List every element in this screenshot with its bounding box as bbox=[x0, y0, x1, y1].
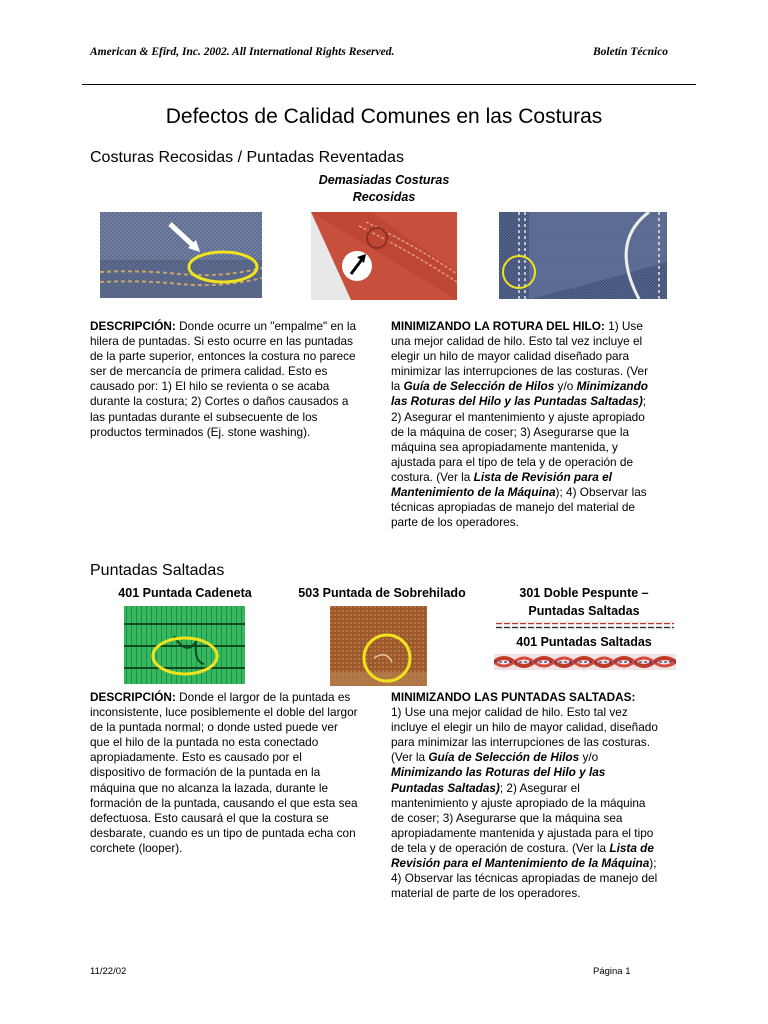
header-copyright: American & Efird, Inc. 2002. All International Rights Reserved. bbox=[90, 46, 395, 58]
text-line: máquina sea apropiadamente mantenida, y bbox=[391, 439, 618, 454]
text-line: dispositivo de formación de la puntada en la bbox=[90, 765, 321, 780]
photo-brown-overedge bbox=[330, 606, 427, 686]
reference-minimizando: Minimizando las Roturas del Hilo y las bbox=[391, 765, 606, 780]
text-line: inconsistente, luce posiblemente el doble del largor bbox=[90, 705, 358, 720]
text-line: de la puntada normal; o donde usted puede ver bbox=[90, 720, 338, 735]
page-title: Defectos de Calidad Comunes en las Costuras bbox=[165, 105, 603, 128]
reference-puntadas-saltadas: Puntadas Saltadas) bbox=[391, 780, 500, 795]
text-line: minimizar las interrupciones de las costuras. (Ver bbox=[391, 364, 649, 379]
text-line: apropiadamente mantenida y ajustada para el tipo bbox=[391, 825, 654, 840]
illustration-301-stitch bbox=[496, 621, 674, 630]
text-line: desbarate, cuando es un tipo de puntada echa con bbox=[90, 825, 356, 840]
reference-roturas: las Roturas del Hilo y las Puntadas Saltadas) bbox=[391, 394, 643, 409]
text-line: que el hilo de la puntada no esta conectado bbox=[90, 735, 319, 750]
text-run: ); 4) Observar las bbox=[555, 485, 647, 500]
photo-red-fabric bbox=[311, 212, 457, 300]
text-line bbox=[391, 394, 691, 409]
text-line: técnicas apropiadas de manejo del material de bbox=[391, 500, 635, 515]
text-run: (Ver la bbox=[391, 750, 429, 765]
text-run: la bbox=[391, 379, 404, 394]
text-line bbox=[391, 750, 691, 765]
text-run: y/o bbox=[579, 750, 599, 765]
text-line: ser de mercancía de primera calidad. Esto es bbox=[90, 364, 328, 379]
reference-guia-seleccion: Guía de Selección de Hilos bbox=[403, 379, 555, 394]
text-line: parte de los operadores. bbox=[391, 515, 519, 530]
text-line: 2) Asegurar el mantenimiento y ajuste apropiado bbox=[391, 409, 645, 424]
text-line: de la parte superior, entonces la costura no parece bbox=[90, 349, 356, 364]
header-bulletin: Boletín Técnico bbox=[593, 46, 669, 58]
text-line: apropiadamente. Esto es causado por el bbox=[90, 750, 302, 765]
minimize-rotura bbox=[391, 319, 691, 530]
photo-denim-seam bbox=[100, 212, 262, 298]
minimize-label: MINIMIZANDO LA ROTURA DEL HILO: bbox=[391, 319, 605, 333]
text-line: formación de la puntada, causando el que esta sea bbox=[90, 795, 358, 810]
caption-demasiadas-costuras bbox=[284, 172, 484, 206]
text-line: máquina que no alcanza la lazada, durante le bbox=[90, 780, 329, 795]
text-run: ; 2) Asegurar el bbox=[499, 780, 580, 795]
caption-line: Demasiadas Costuras bbox=[318, 173, 450, 187]
text-line: elegir un hilo de mayor calidad diseñado para bbox=[391, 349, 630, 364]
footer-date: 11/22/02 bbox=[90, 966, 127, 977]
text-line bbox=[90, 690, 380, 705]
text-line: hilera de puntadas. Si esto ocurre en las puntadas bbox=[90, 334, 353, 349]
text-line bbox=[391, 485, 691, 500]
text-line: mantenimiento y ajuste apropiado de la máquina bbox=[391, 795, 646, 810]
text-run: costura. (Ver la bbox=[391, 469, 474, 484]
section-heading-recosidas: Costuras Recosidas / Puntadas Reventadas bbox=[90, 149, 404, 166]
footer-page-number: Página 1 bbox=[593, 966, 631, 977]
text-run: 1) Use bbox=[604, 319, 643, 333]
caption-503-sobrehilado: 503 Puntada de Sobrehilado bbox=[298, 586, 466, 600]
minimize-saltadas bbox=[391, 690, 691, 901]
caption-401-saltadas: 401 Puntadas Saltadas bbox=[516, 635, 652, 649]
text-line bbox=[391, 319, 691, 334]
text-line: una mejor calidad de hilo. Esto tal vez incluye el bbox=[391, 334, 643, 349]
reference-lista: Lista de bbox=[609, 840, 654, 855]
minimize-label: MINIMIZANDO LAS PUNTADAS SALTADAS: bbox=[391, 690, 636, 704]
text-line bbox=[391, 856, 691, 871]
text-line: de la máquina de coser; 3) Asegurarse que la bbox=[391, 424, 630, 439]
text-line: incluye el elegir un hilo de mayor calidad, diseñado bbox=[391, 720, 658, 735]
text-line: causado por: 1) El hilo se revienta o se acaba bbox=[90, 379, 330, 394]
text-line: las puntadas durante el subsecuente de los bbox=[90, 409, 318, 424]
text-line: ajustada para el tipo de tela y de operación de bbox=[391, 454, 634, 469]
description-label: DESCRIPCIÓN: bbox=[90, 690, 176, 704]
reference-mantenimiento: Mantenimiento de la Máquina bbox=[391, 485, 556, 500]
text-line bbox=[391, 781, 691, 796]
text-line bbox=[391, 379, 691, 394]
caption-line: Puntadas Saltadas bbox=[528, 604, 640, 618]
reference-guia-seleccion: Guía de Selección de Hilos bbox=[428, 750, 580, 765]
text-run: Donde ocurre un "empalme" en la bbox=[175, 319, 357, 333]
reference-lista-revision: Lista de Revisión para el bbox=[473, 469, 612, 484]
caption-301-doble-pespunte bbox=[494, 585, 674, 620]
reference-revision-mantenimiento: Revisión para el Mantenimiento de la Máquina bbox=[391, 856, 650, 871]
text-line: para minimizar las interrupciones de las costuras. bbox=[391, 735, 650, 750]
text-run: Donde el largor de la puntada es bbox=[175, 690, 351, 704]
text-line: durante la costura; 2) Cortes o daños causados a bbox=[90, 394, 349, 409]
text-run: de tela y de operación de costura. (Ver la bbox=[391, 840, 610, 855]
text-run: ); bbox=[649, 856, 657, 871]
text-run: y/o bbox=[554, 379, 577, 394]
illustration-401-skipped bbox=[494, 651, 676, 673]
text-line: productos terminados (Ej. stone washing). bbox=[90, 424, 311, 439]
caption-line: 301 Doble Pespunte – bbox=[519, 586, 649, 600]
text-line: 1) Use una mejor calidad de hilo. Esto tal vez bbox=[391, 705, 628, 720]
description-saltadas bbox=[90, 690, 380, 856]
text-line: defectuosa. Esto causará el que la costura se bbox=[90, 810, 329, 825]
text-run: ; bbox=[642, 394, 647, 409]
header-rule bbox=[82, 84, 696, 85]
caption-line: Recosidas bbox=[352, 190, 416, 204]
text-line: 4) Observar las técnicas apropiadas de manejo del bbox=[391, 871, 658, 886]
text-line: de coser; 3) Asegurarse que la máquina sea bbox=[391, 810, 623, 825]
text-line: material de parte de los operadores. bbox=[391, 886, 581, 901]
text-line bbox=[90, 319, 380, 334]
photo-green-chainstitch bbox=[124, 606, 245, 684]
section-heading-saltadas: Puntadas Saltadas bbox=[90, 562, 225, 579]
text-line bbox=[391, 690, 691, 705]
description-label: DESCRIPCIÓN: bbox=[90, 319, 176, 333]
reference-minimizando: Minimizando bbox=[576, 379, 648, 394]
text-line: corchete (looper). bbox=[90, 840, 183, 855]
text-line bbox=[391, 841, 691, 856]
description-recosidas bbox=[90, 319, 380, 440]
caption-401-cadeneta: 401 Puntada Cadeneta bbox=[118, 586, 252, 600]
photo-denim-stitch bbox=[499, 212, 667, 299]
text-line bbox=[391, 470, 691, 485]
